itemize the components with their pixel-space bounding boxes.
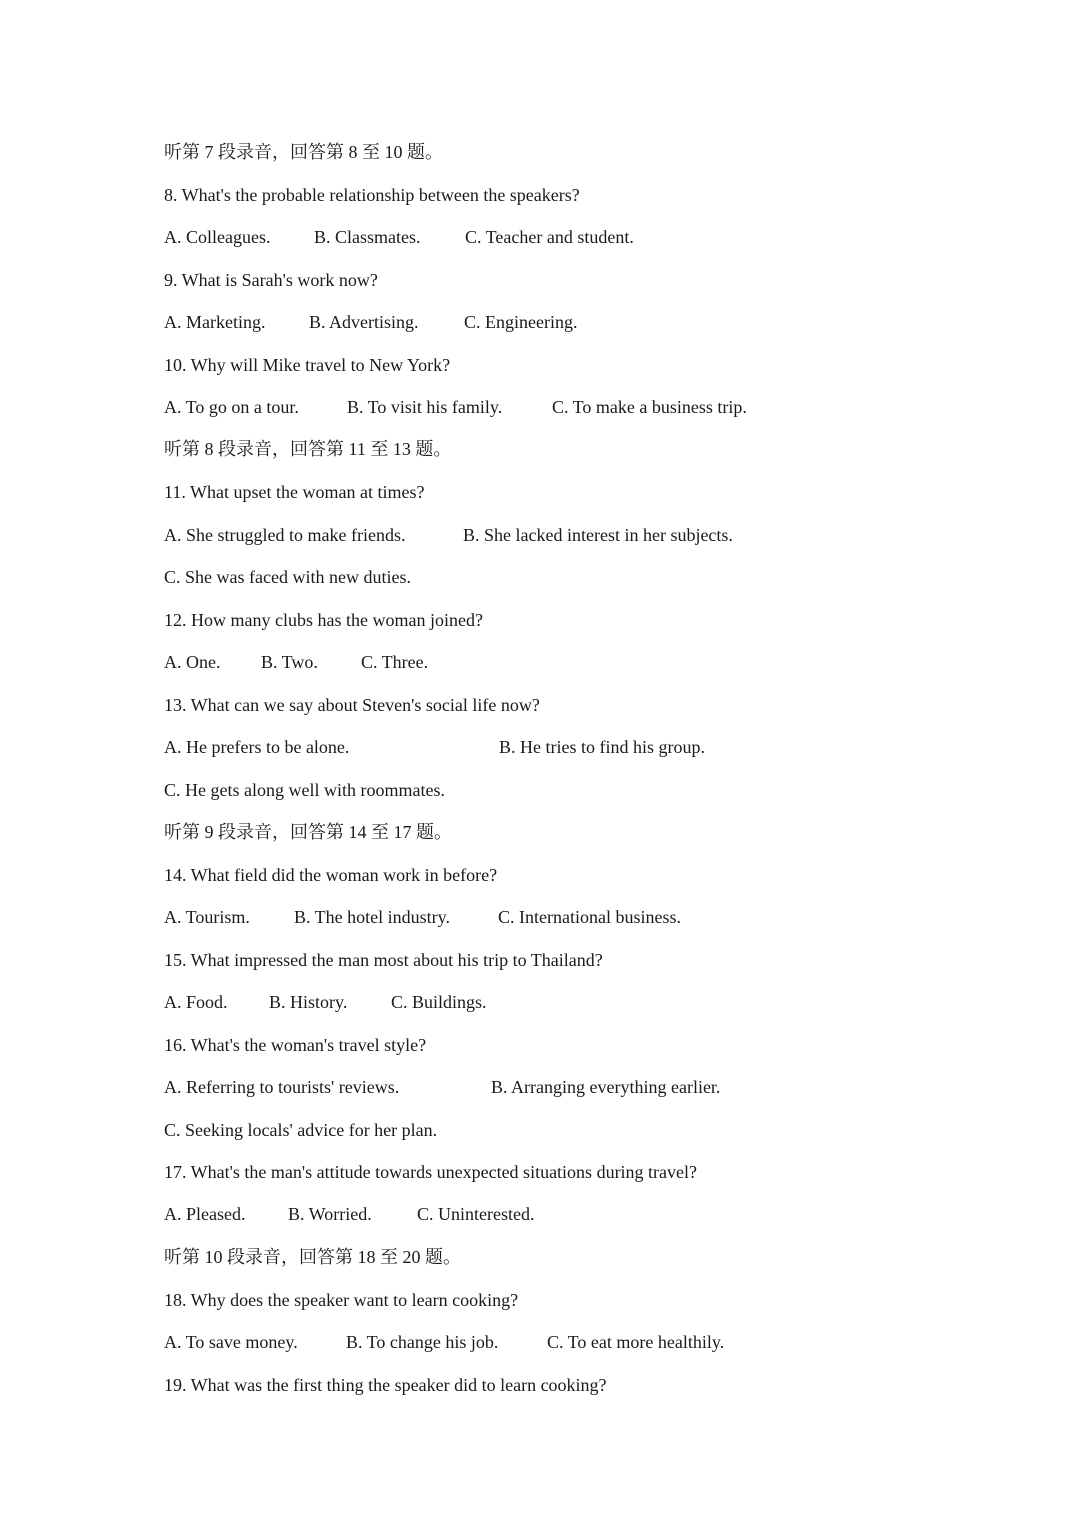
option-a: A. One. <box>164 652 221 672</box>
question-18: 18. Why does the speaker want to learn cooking? <box>164 1290 519 1310</box>
section-heading: 听第 9 段录音，回答第 14 至 17 题。 <box>164 822 452 842</box>
option-c: C. She was faced with new duties. <box>164 567 411 587</box>
option-a: A. To go on a tour. <box>164 397 299 417</box>
option-b: B. Two. <box>261 652 318 672</box>
option-b: B. The hotel industry. <box>294 907 450 927</box>
question-13: 13. What can we say about Steven's social life now? <box>164 695 540 715</box>
option-a: A. Colleagues. <box>164 227 271 247</box>
option-b: B. History. <box>269 992 348 1012</box>
option-c: C. International business. <box>498 907 681 927</box>
question-17: 17. What's the man's attitude towards unexpected situations during travel? <box>164 1162 698 1182</box>
option-c: C. To make a business trip. <box>552 397 747 417</box>
option-a: A. Marketing. <box>164 312 266 332</box>
question-16: 16. What's the woman's travel style? <box>164 1035 427 1055</box>
option-c: C. He gets along well with roommates. <box>164 780 445 800</box>
option-a: A. She struggled to make friends. <box>164 525 406 545</box>
option-a: A. Referring to tourists' reviews. <box>164 1077 400 1097</box>
section-heading: 听第 7 段录音，回答第 8 至 10 题。 <box>164 142 443 162</box>
option-c: C. Engineering. <box>464 312 578 332</box>
question-15: 15. What impressed the man most about his trip to Thailand? <box>164 950 603 970</box>
option-b: B. She lacked interest in her subjects. <box>463 525 733 545</box>
option-b: B. He tries to find his group. <box>499 737 705 757</box>
question-12: 12. How many clubs has the woman joined? <box>164 610 483 630</box>
option-c: C. Uninterested. <box>417 1204 535 1224</box>
option-a: A. To save money. <box>164 1332 298 1352</box>
question-11: 11. What upset the woman at times? <box>164 482 425 502</box>
question-9: 9. What is Sarah's work now? <box>164 270 378 290</box>
question-10: 10. Why will Mike travel to New York? <box>164 355 451 375</box>
option-b: B. Classmates. <box>314 227 421 247</box>
option-a: A. He prefers to be alone. <box>164 737 350 757</box>
question-8: 8. What's the probable relationship between the speakers? <box>164 185 580 205</box>
option-a: A. Pleased. <box>164 1204 246 1224</box>
option-c: C. To eat more healthily. <box>547 1332 725 1352</box>
option-b: B. Advertising. <box>309 312 419 332</box>
option-b: B. Worried. <box>288 1204 372 1224</box>
section-heading: 听第 10 段录音，回答第 18 至 20 题。 <box>164 1247 461 1267</box>
option-b: B. To change his job. <box>346 1332 499 1352</box>
question-19: 19. What was the first thing the speaker did to learn cooking? <box>164 1375 607 1395</box>
section-heading: 听第 8 段录音，回答第 11 至 13 题。 <box>164 439 452 459</box>
option-c: C. Teacher and student. <box>465 227 634 247</box>
option-c: C. Buildings. <box>391 992 487 1012</box>
option-c: C. Seeking locals' advice for her plan. <box>164 1120 438 1140</box>
option-b: B. To visit his family. <box>347 397 503 417</box>
option-a: A. Food. <box>164 992 228 1012</box>
option-a: A. Tourism. <box>164 907 250 927</box>
question-14: 14. What field did the woman work in before? <box>164 865 498 885</box>
option-b: B. Arranging everything earlier. <box>491 1077 721 1097</box>
option-c: C. Three. <box>361 652 429 672</box>
